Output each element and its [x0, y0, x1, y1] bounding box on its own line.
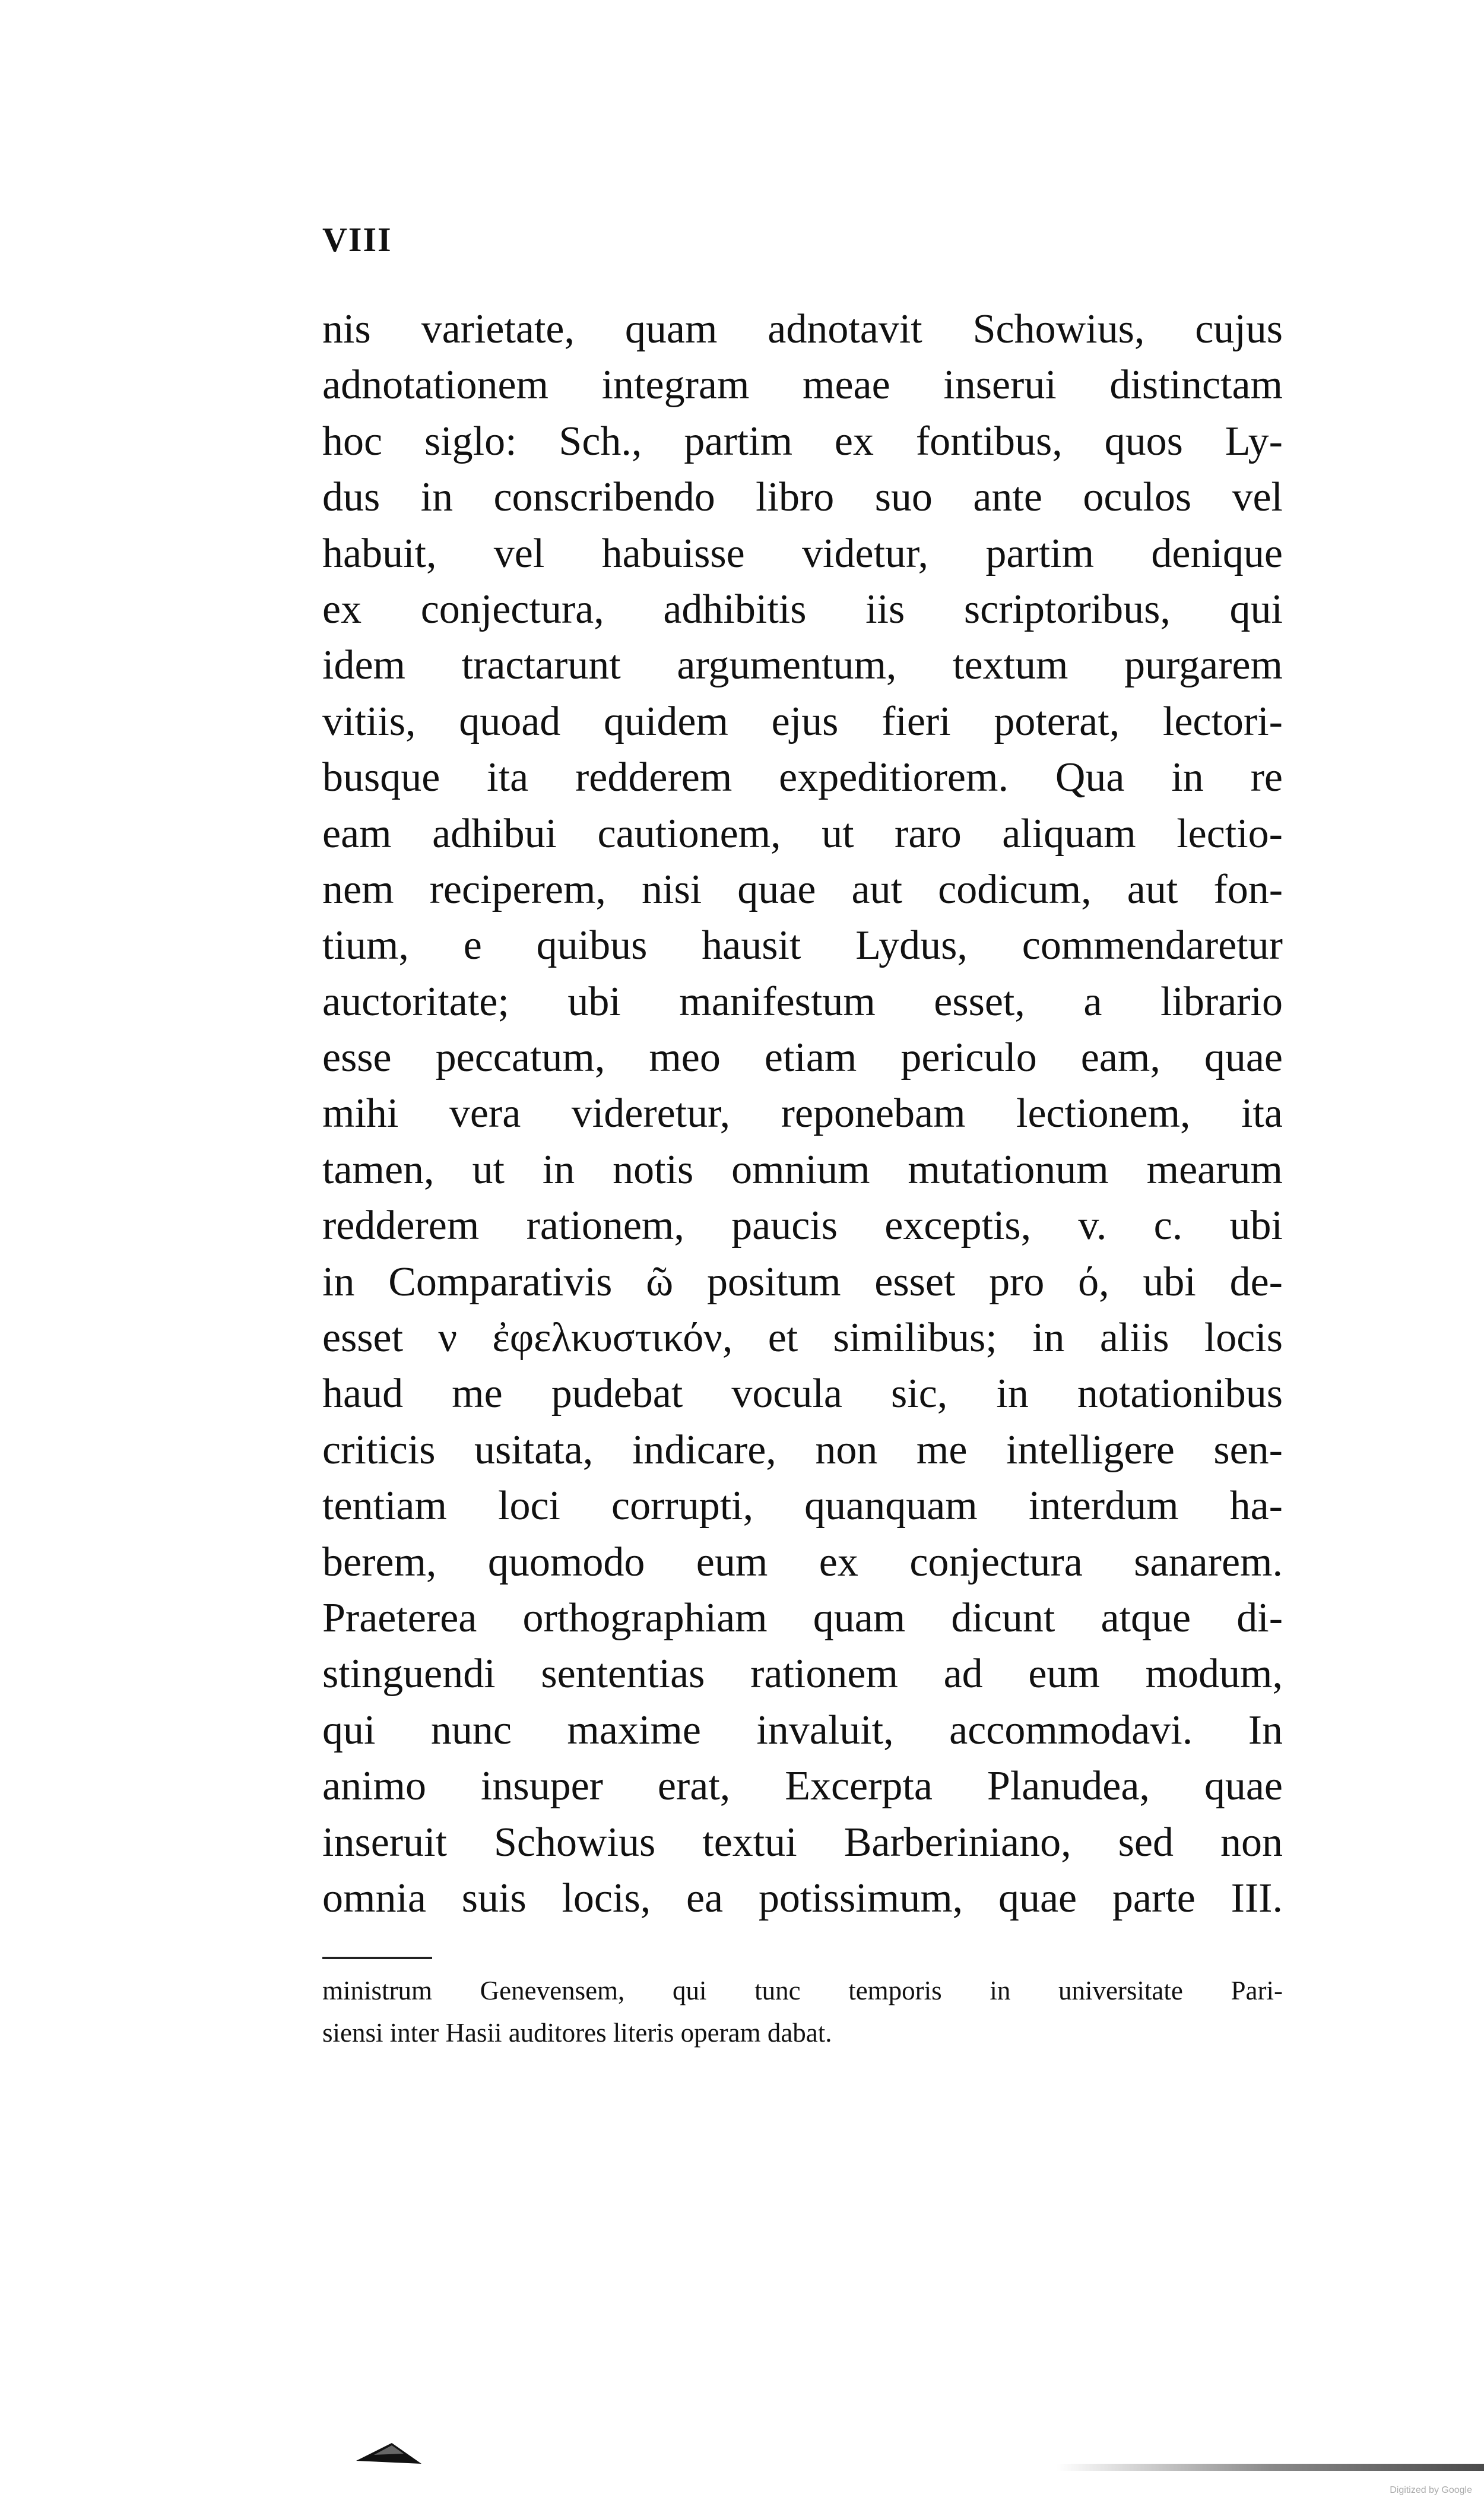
body-text	[322, 302, 1283, 1926]
text-line: adnotationem integram meae inserui distinctam	[322, 362, 1283, 408]
text-line: idem tractarunt argumentum, textum purgarem	[322, 642, 1283, 689]
text-line: nis varietate, quam adnotavit Schowius, cujus	[322, 306, 1283, 352]
page-number: VIII	[322, 220, 392, 259]
text-line: hoc siglo: Sch., partim ex fontibus, quos Ly-	[322, 418, 1283, 464]
text-line: tium, e quibus hausit Lydus, commendaretur	[322, 923, 1283, 969]
footnote-line: ministrum Genevensem, qui tunc temporis in universitate Pari-	[322, 1976, 1283, 2005]
text-line: auctoritate; ubi manifestum esset, a librario	[322, 978, 1283, 1025]
text-line: mihi vera videretur, reponebam lectionem, ita	[322, 1091, 1283, 1137]
text-line: redderem rationem, paucis exceptis, v. c. ubi	[322, 1203, 1283, 1249]
text-line: in Comparativis ῶ positum esset pro ό, ubi de-	[322, 1259, 1283, 1305]
footnote-rule	[322, 1957, 432, 1959]
text-line: berem, quomodo eum ex conjectura sanarem.	[322, 1539, 1283, 1585]
printer-ornament-icon	[356, 2437, 475, 2473]
text-line: tentiam loci corrupti, quanquam interdum ha-	[322, 1483, 1283, 1529]
text-line: tamen, ut in notis omnium mutationum mearum	[322, 1146, 1283, 1193]
text-line: habuit, vel habuisse videtur, partim denique	[322, 530, 1283, 576]
text-line: criticis usitata, indicare, non me intelligere sen-	[322, 1427, 1283, 1473]
scan-smudge	[1057, 2464, 1484, 2471]
text-line: animo insuper erat, Excerpta Planudea, quae	[322, 1763, 1283, 1810]
text-line: inseruit Schowius textui Barberiniano, sed non	[322, 1819, 1283, 1865]
text-line: qui nunc maxime invaluit, accommodavi. In	[322, 1707, 1283, 1753]
text-line: ex conjectura, adhibitis iis scriptoribus, qui	[322, 586, 1283, 632]
text-line: busque ita redderem expeditiorem. Qua in re	[322, 755, 1283, 801]
text-line: dus in conscribendo libro suo ante oculos vel	[322, 474, 1283, 521]
text-line: omnia suis locis, ea potissimum, quae parte III.	[322, 1875, 1283, 1921]
text-line: vitiis, quoad quidem ejus fieri poterat, lectori-	[322, 698, 1283, 744]
digitization-watermark: Digitized by Google	[1390, 2485, 1472, 2495]
text-line: esse peccatum, meo etiam periculo eam, quae	[322, 1035, 1283, 1081]
text-line: nem reciperem, nisi quae aut codicum, aut fon-	[322, 866, 1283, 912]
text-line: haud me pudebat vocula sic, in notationibus	[322, 1371, 1283, 1417]
text-line: eam adhibui cautionem, ut raro aliquam lectio-	[322, 810, 1283, 857]
text-line: esset ν ἐφελκυστικόν, et similibus; in aliis locis	[322, 1315, 1283, 1361]
footnote	[322, 1970, 1283, 2054]
text-line: Praeterea orthographiam quam dicunt atque di-	[322, 1595, 1283, 1641]
text-line: stinguendi sententias rationem ad eum modum,	[322, 1651, 1283, 1697]
footnote-line: siensi inter Hasii auditores literis operam dabat.	[322, 2018, 832, 2048]
